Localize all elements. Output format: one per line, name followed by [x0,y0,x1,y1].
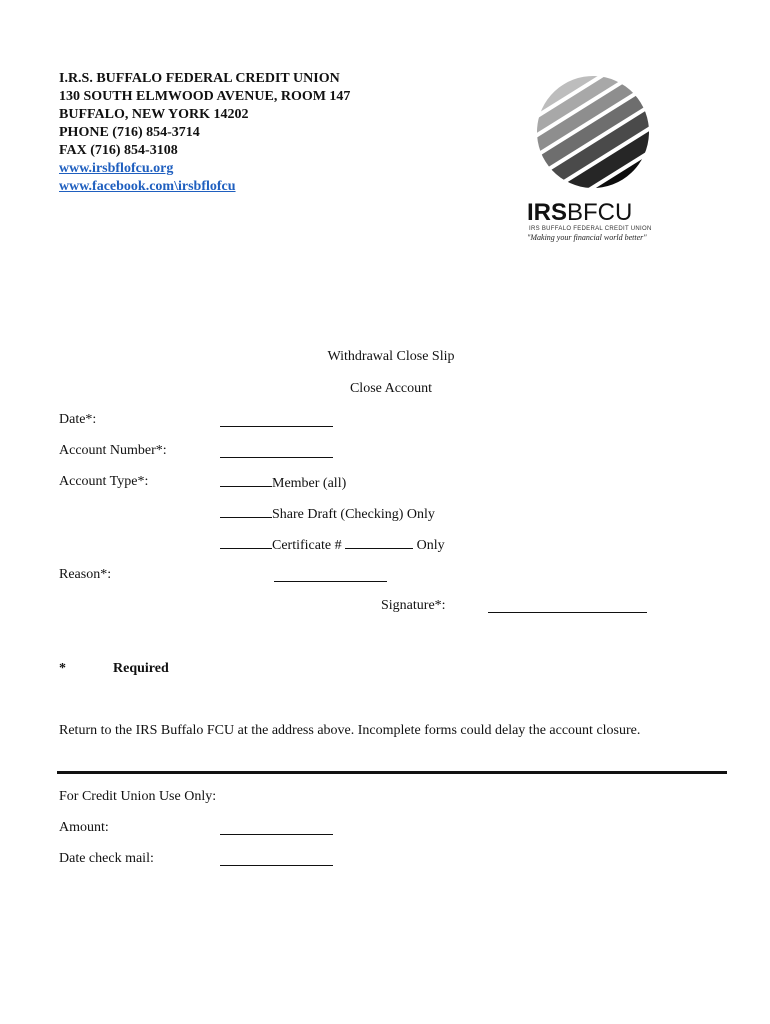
account-type-label: Account Type*: [59,474,149,489]
address-line-2: BUFFALO, NEW YORK 14202 [59,107,249,122]
phone-number: PHONE (716) 854-3714 [59,125,200,140]
logo-brand-bold: IRS [527,199,568,226]
signature-label: Signature*: [381,598,446,613]
account-type-member-option[interactable] [220,474,346,492]
fax-number: FAX (716) 854-3108 [59,143,178,158]
account-number-field[interactable] [220,445,333,458]
reason-field[interactable] [274,569,387,582]
form-title: Withdrawal Close Slip [327,349,455,364]
return-instructions: Return to the IRS Buffalo FCU at the address above. Incomplete forms could delay the account closure. [59,723,641,738]
certificate-option-label: Certificate # [272,538,342,553]
member-option-label: Member (all) [272,476,347,491]
date-field[interactable] [220,414,333,427]
logo-wordmark [527,200,632,226]
logo-brand-light: BFCU [567,199,633,226]
required-label: Required [113,661,169,676]
account-type-share-draft-option[interactable] [220,505,435,523]
share-draft-checkbox-blank[interactable] [220,505,272,518]
form-subtitle: Close Account [349,381,433,396]
amount-field[interactable] [220,822,333,835]
share-draft-option-label: Share Draft (Checking) Only [272,507,435,522]
certificate-checkbox-blank[interactable] [220,536,272,549]
facebook-link[interactable]: www.facebook.com\irsbflofcu [59,179,236,194]
irs-bfcu-logo [525,70,655,250]
section-divider [57,771,727,774]
internal-use-heading: For Credit Union Use Only: [59,789,217,804]
org-name: I.R.S. BUFFALO FEDERAL CREDIT UNION [59,71,340,86]
credit-union-address-block [59,70,350,196]
reason-label: Reason*: [59,567,112,582]
signature-field[interactable] [488,600,647,613]
logo-tagline: "Making your financial world better" [527,233,647,242]
website-link[interactable]: www.irsbflofcu.org [59,161,174,176]
date-check-mail-field[interactable] [220,853,333,866]
certificate-option-suffix: Only [416,538,445,553]
certificate-number-field[interactable] [345,536,413,549]
date-label: Date*: [59,412,97,427]
account-number-label: Account Number*: [59,443,167,458]
amount-label: Amount: [59,820,109,835]
required-marker: * [59,661,66,676]
date-check-mail-label: Date check mail: [59,851,154,866]
account-type-certificate-option[interactable] [220,536,445,554]
globe-stripes-icon [525,70,655,200]
address-line-1: 130 SOUTH ELMWOOD AVENUE, ROOM 147 [59,89,351,104]
logo-subtitle: IRS BUFFALO FEDERAL CREDIT UNION [529,226,652,232]
member-checkbox-blank[interactable] [220,474,272,487]
